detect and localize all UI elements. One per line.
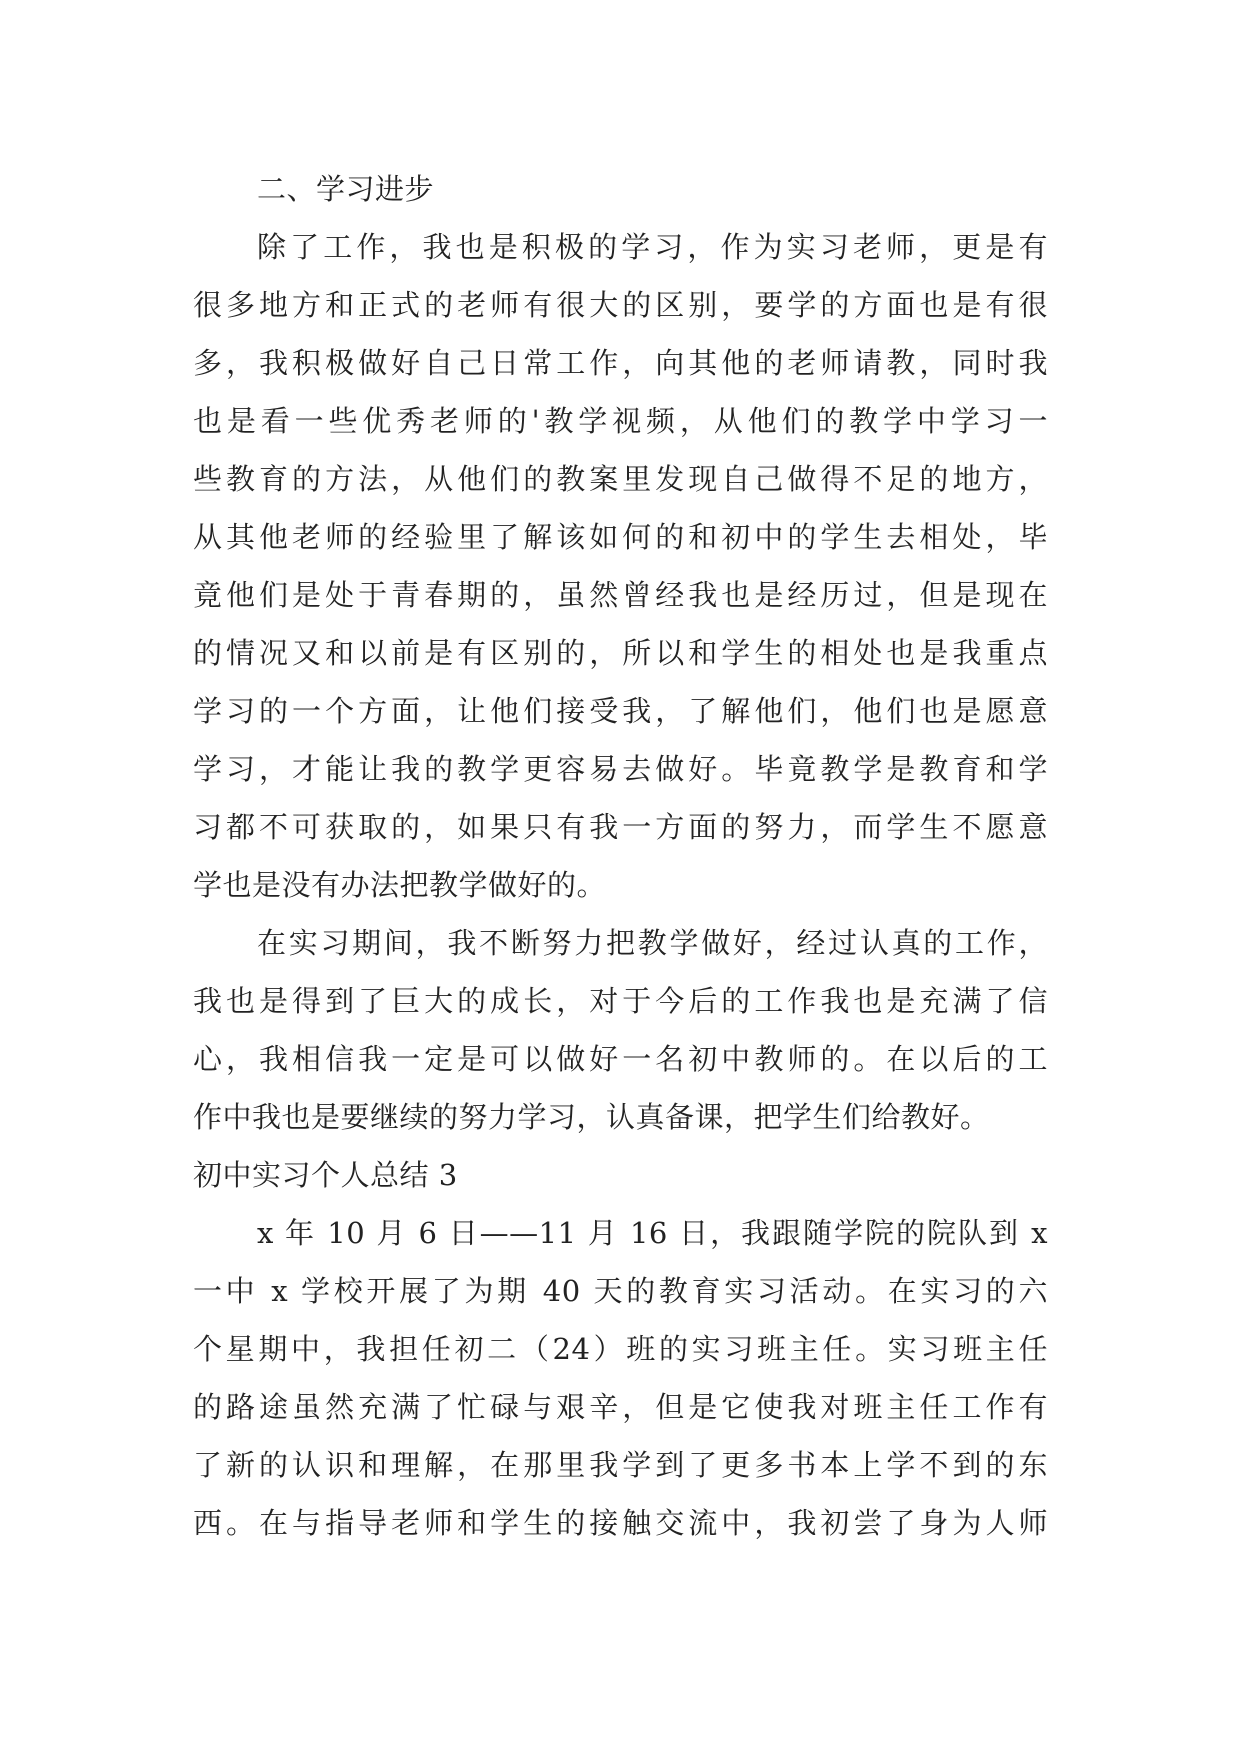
paragraph-line: 西。在与指导老师和学生的接触交流中，我初尝了身为人师 (193, 1506, 1048, 1540)
paragraph-line: 个星期中，我担任初二（24）班的实习班主任。实习班主任 (193, 1332, 1048, 1366)
article-title: 初中实习个人总结 3 (193, 1158, 458, 1192)
paragraph-line: 竟他们是处于青春期的，虽然曾经我也是经历过，但是现在 (193, 578, 1048, 612)
paragraph-line: 多，我积极做好自己日常工作，向其他的老师请教，同时我 (193, 346, 1048, 380)
paragraph-line: 作中我也是要继续的努力学习，认真备课，把学生们给教好。 (193, 1100, 990, 1134)
paragraph-line: 了新的认识和理解，在那里我学到了更多书本上学不到的东 (193, 1448, 1048, 1482)
paragraph-line: 除了工作，我也是积极的学习，作为实习老师，更是有 (257, 230, 1048, 264)
paragraph-line: 我也是得到了巨大的成长，对于今后的工作我也是充满了信 (193, 984, 1048, 1018)
paragraph-line: 学习的一个方面，让他们接受我，了解他们，他们也是愿意 (193, 694, 1048, 728)
section-heading: 二、学习进步 (257, 172, 435, 206)
paragraph-study (193, 218, 1048, 914)
paragraph-line: 学习，才能让我的教学更容易去做好。毕竟教学是教育和学 (193, 752, 1048, 786)
paragraph-line: 很多地方和正式的老师有很大的区别，要学的方面也是有很 (193, 288, 1048, 322)
paragraph-line: 习都不可获取的，如果只有我一方面的努力，而学生不愿意 (193, 810, 1048, 844)
paragraph-line: 从其他老师的经验里了解该如何的和初中的学生去相处，毕 (193, 520, 1048, 554)
paragraph-line: 学也是没有办法把教学做好的。 (193, 868, 607, 902)
paragraph-line: 心，我相信我一定是可以做好一名初中教师的。在以后的工 (193, 1042, 1048, 1076)
paragraph-line: x 年 10 月 6 日——11 月 16 日，我跟随学院的院队到 x (257, 1216, 1048, 1250)
paragraph-internship (193, 914, 1048, 1146)
paragraph-line: 的情况又和以前是有区别的，所以和学生的相处也是我重点 (193, 636, 1048, 670)
paragraph-line: 一中 x 学校开展了为期 40 天的教育实习活动。在实习的六 (193, 1274, 1048, 1308)
paragraph-line: 在实习期间，我不断努力把教学做好，经过认真的工作， (257, 926, 1048, 960)
paragraph-summary-3 (193, 1204, 1048, 1552)
paragraph-line: 的路途虽然充满了忙碌与艰辛，但是它使我对班主任工作有 (193, 1390, 1048, 1424)
paragraph-line: 也是看一些优秀老师的'教学视频，从他们的教学中学习一 (193, 404, 1048, 438)
document-body (193, 160, 1048, 1552)
paragraph-line: 些教育的方法，从他们的教案里发现自己做得不足的地方， (193, 462, 1048, 496)
